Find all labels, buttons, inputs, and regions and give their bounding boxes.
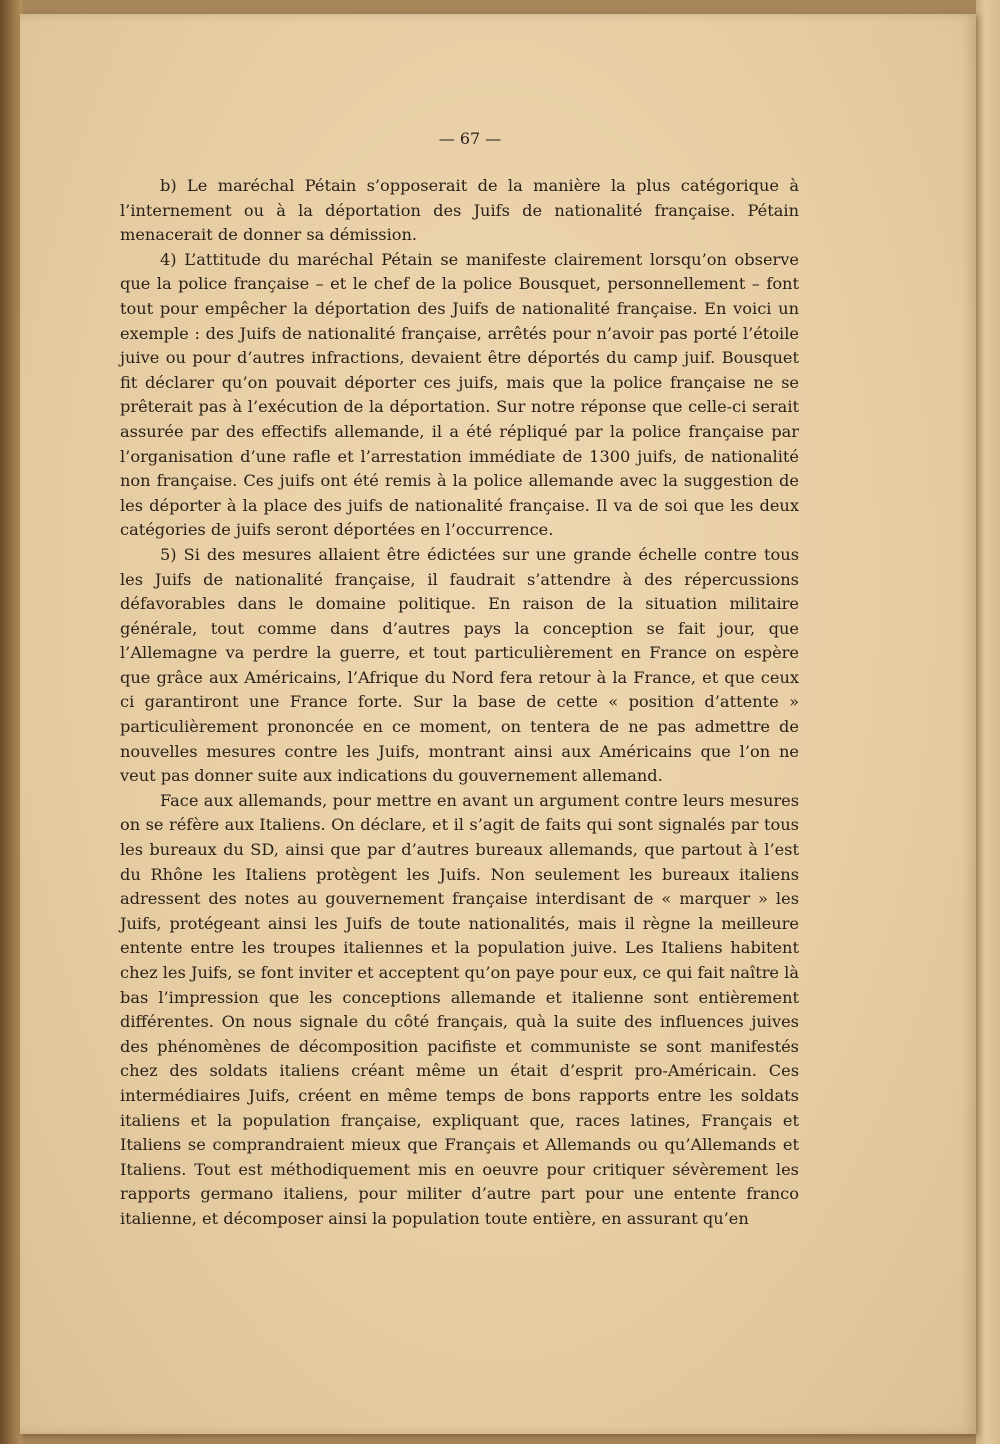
- paragraph: 5) Si des mesures allaient être édictées sur une grande échelle contre tous les Juifs de nationalité française, il faudrait s’attendre à des répercussions défavorables dans le domaine politique. En raison de la situation militaire générale, tout comme dans d’autres pays la conception se fait jour, que l’Allemagne va perdre la guerre, et tout particulièrement en France on espère que grâce aux Américains, l’Afrique du Nord fera retour à la France, et que ceux ci garantiront une France forte. Sur la base de cette « position d’attente » particulièrement prononcée en ce moment, on tentera de ne pas admettre de nouvelles mesures contre les Juifs, montrant ainsi aux Américains que l’on ne veut pas donner suite aux indications du gouvernement allemand.: [120, 544, 799, 786]
- book-spine: [0, 0, 22, 1444]
- body-text: [120, 174, 799, 1232]
- page-number: — 67 —: [438, 129, 502, 148]
- paragraph: Face aux allemands, pour mettre en avant un argument contre leurs mesures on se réfère aux Italiens. On déclare, et il s’agit de faits qui sont signalés par tous les bureaux du SD, ainsi que par d’autres bureaux allemands, que partout à l’est du Rhône les Italiens protègent les Juifs. Non seulement les bureaux italiens adressent des notes au gouvernement française interdisant de « marquer » les Juifs, protégeant ainsi les Juifs de toute nationalités, mais il règne la meilleure entente entre les troupes italiennes et la population juive. Les Italiens habitent chez les Juifs, se font inviter et acceptent qu’on paye pour eux, ce qui fait naître là bas l’impression que les conceptions allemande et italienne sont entièrement différentes. On nous signale du côté français, quà la suite des influences juives des phénomènes de décomposition pacifiste et communiste se sont manifestés chez des soldats italiens créant même un était d’esprit pro-Américain. Ces intermédiaires Juifs, créent en même temps de bons rapports entre les soldats italiens et la population française, expliquant que, races latines, Français et Italiens se comprandraient mieux que Français et Allemands ou qu’Allemands et Italiens. Tout est méthodiquement mis en oeuvre pour critiquer sévèrement les rapports germano italiens, pour militer d’autre part pour une entente franco italienne, et décomposer ainsi la population toute entière, en assurant qu’en: [120, 790, 799, 1228]
- paragraph: b) Le maréchal Pétain s’opposerait de la manière la plus catégorique à l’internement ou à la déportation des Juifs de nationalité française. Pétain menacerait de donner sa démission.: [120, 176, 799, 245]
- page-edge: [976, 0, 1000, 1444]
- paragraph: 4) L’attitude du maréchal Pétain se manifeste clairement lorsqu’on observe que la police française – et le chef de la police Bousquet, personnellement – font tout pour empêcher la déportation des Juifs de nationalité française. En voici un exemple : des Juifs de nationalité française, arrêtés pour n’avoir pas porté l’étoile juive ou pour d’autres infractions, devaient être déportés du camp juif. Bousquet fit déclarer qu’on pouvait déporter ces juifs, mais que la police française ne se prêterait pas à l’exécution de la déportation. Sur notre réponse que celle-ci serait assurée par des effectifs allemande, il a été répliqué par la police française par l’organisation d’une rafle et l’arrestation immédiate de 1300 juifs, de nationalité non française. Ces juifs ont été remis à la police allemande avec la suggestion de les déporter à la place des juifs de nationalité française. Il va de soi que les deux catégories de juifs seront déportées en l’occurrence.: [120, 249, 799, 540]
- document-page: [20, 14, 976, 1434]
